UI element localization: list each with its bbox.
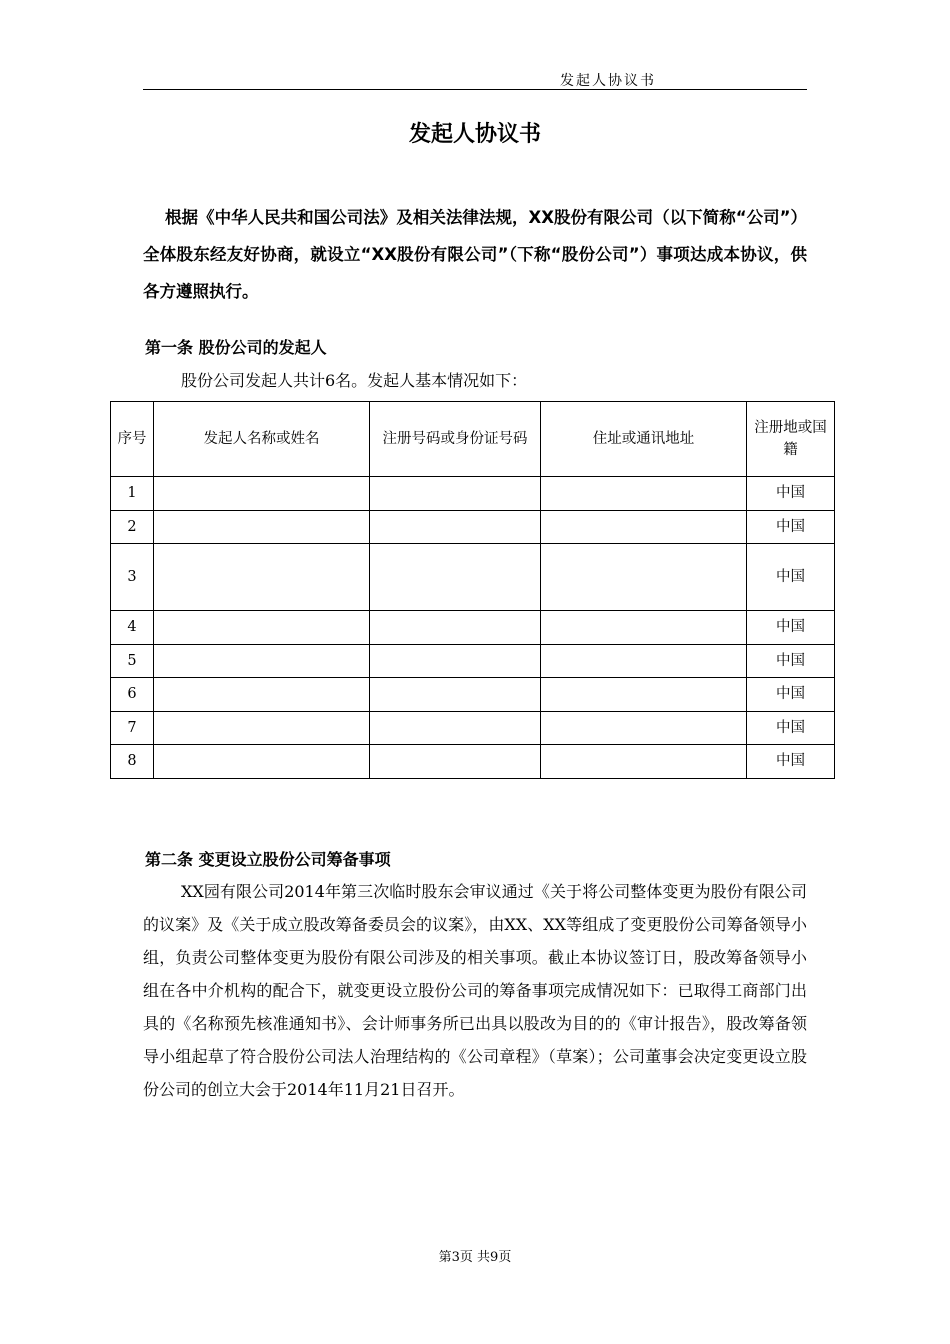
document-title: 发起人协议书 <box>408 122 541 147</box>
cell-index: 1 <box>111 477 154 511</box>
col-header-index: 序号 <box>111 402 154 477</box>
cell-nationality: 中国 <box>747 477 835 511</box>
table-row <box>111 544 835 611</box>
cell-nationality: 中国 <box>747 745 835 779</box>
cell-name <box>154 711 370 745</box>
article-2-heading: 第二条 变更设立股份公司筹备事项 <box>145 850 391 869</box>
col-header-id: 注册号码或身份证号码 <box>370 402 541 477</box>
article-1-heading: 第一条 股份公司的发起人 <box>145 338 327 357</box>
cell-index: 4 <box>111 611 154 645</box>
cell-id <box>370 644 541 678</box>
cell-name <box>154 477 370 511</box>
table-row <box>111 711 835 745</box>
cell-id <box>370 611 541 645</box>
cell-address <box>541 745 747 779</box>
cell-nationality: 中国 <box>747 644 835 678</box>
cell-name <box>154 611 370 645</box>
table-header-row <box>111 402 835 477</box>
cell-index: 7 <box>111 711 154 745</box>
table-row <box>111 611 835 645</box>
cell-address <box>541 644 747 678</box>
cell-id <box>370 678 541 712</box>
table-row <box>111 745 835 779</box>
table-row <box>111 510 835 544</box>
col-header-nationality: 注册地或国籍 <box>747 402 835 477</box>
cell-nationality: 中国 <box>747 611 835 645</box>
cell-id <box>370 711 541 745</box>
intro-paragraph: 根据《中华人民共和国公司法》及相关法律法规，XX股份有限公司（以下简称“公司”）全体股东经友好协商，就设立“XX股份有限公司”（下称“股份公司”）事项达成本协议，供各方遵照执行。 <box>143 208 807 301</box>
founders-table <box>110 401 835 779</box>
cell-address <box>541 477 747 511</box>
cell-name <box>154 510 370 544</box>
cell-nationality: 中国 <box>747 678 835 712</box>
cell-nationality: 中国 <box>747 544 835 611</box>
cell-index: 5 <box>111 644 154 678</box>
cell-name <box>154 644 370 678</box>
cell-name <box>154 745 370 779</box>
table-row <box>111 678 835 712</box>
table-row <box>111 644 835 678</box>
col-header-address: 住址或通讯地址 <box>541 402 747 477</box>
cell-index: 8 <box>111 745 154 779</box>
article-1-text: 股份公司发起人共计6名。发起人基本情况如下： <box>181 371 528 390</box>
cell-address <box>541 544 747 611</box>
cell-id <box>370 510 541 544</box>
page-footer: 第3页 共9页 <box>438 1250 512 1265</box>
cell-index: 3 <box>111 544 154 611</box>
cell-id <box>370 477 541 511</box>
col-header-name: 发起人名称或姓名 <box>154 402 370 477</box>
cell-address <box>541 711 747 745</box>
table-row <box>111 477 835 511</box>
cell-id <box>370 544 541 611</box>
cell-name <box>154 678 370 712</box>
article-2-text: XX园有限公司2014年第三次临时股东会审议通过《关于将公司整体变更为股份有限公司的议案》及《关于成立股改筹备委员会的议案》，由XX、XX等组成了变更股份公司筹备领导小组，负责公司整体变更为股份有限公司涉及的相关事项。截止本协议签订日，股改筹备领导小组在各中介机构的配合下，就变更设立股份公司的筹备事项完成情况如下：已取得工商部门出具的《名称预先核准通知书》、会计师事务所已出具以股改为目的的《审计报告》，股改筹备领导小组起草了符合股份公司法人治理结构的《公司章程》（草案）；公司董事会决定变更设立股份公司的创立大会于2014年11月21日召开。 <box>143 882 807 1099</box>
header-rule <box>143 89 807 90</box>
cell-address <box>541 678 747 712</box>
cell-nationality: 中国 <box>747 510 835 544</box>
cell-index: 2 <box>111 510 154 544</box>
cell-address <box>541 510 747 544</box>
cell-nationality: 中国 <box>747 711 835 745</box>
cell-name <box>154 544 370 611</box>
cell-address <box>541 611 747 645</box>
cell-index: 6 <box>111 678 154 712</box>
cell-id <box>370 745 541 779</box>
running-header: 发起人协议书 <box>560 73 656 89</box>
